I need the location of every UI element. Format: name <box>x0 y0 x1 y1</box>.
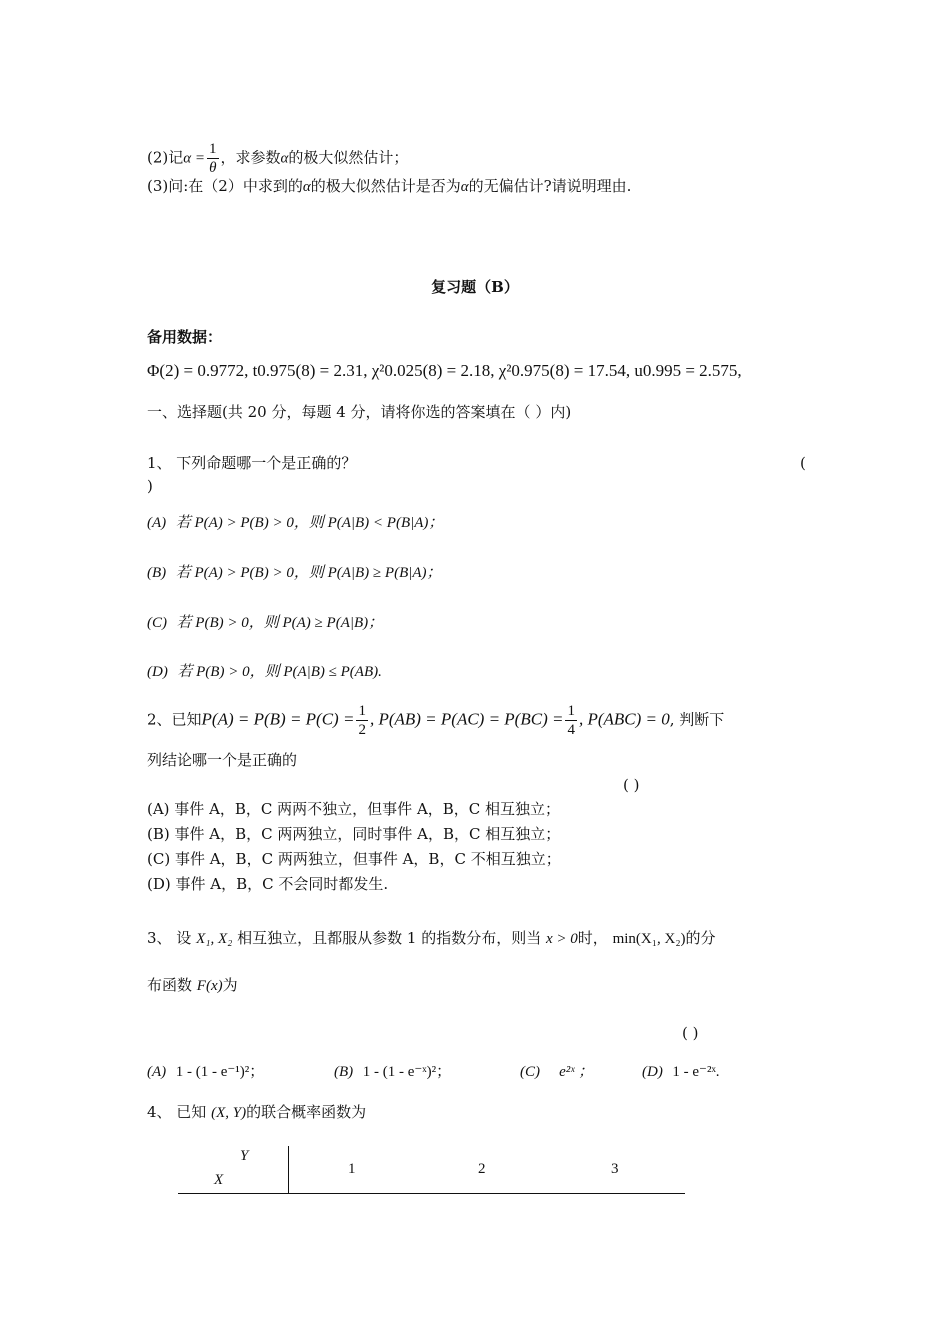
option-text: 1 - (1 - e⁻ˣ)²； <box>362 1064 452 1080</box>
item2-suffix: ，求参数 <box>220 148 281 167</box>
q2-eq3: , P(ABC) = 0 <box>578 709 670 729</box>
option-text: 若 P(A) > P(B) > 0，则 P(A|B) ≥ P(B|A)； <box>175 565 442 581</box>
q2-option-c: (C) 事件 A，B，C 两两独立，但事件 A，B，C 不相互独立； <box>147 850 561 868</box>
q3-fx: F(x) <box>196 978 223 994</box>
option-text: 1 - (1 - e⁻¹)²； <box>175 1064 265 1080</box>
q3-prefix: 3、 设 <box>147 929 192 947</box>
option-text: 1 - e⁻²ˣ. <box>672 1064 720 1080</box>
q3-option-c <box>520 1061 593 1082</box>
q2-prefix: 2、已知 <box>147 710 202 729</box>
q3-mid2: 时， <box>577 929 608 947</box>
option-label: (C) <box>147 615 167 631</box>
q3-vars: X₁, X₂ <box>196 931 233 947</box>
q1-paren-close: ) <box>147 477 153 495</box>
q4-suffix: 的联合概率函数为 <box>246 1103 367 1121</box>
q3-option-b <box>334 1061 451 1082</box>
table-col-header: 2 <box>478 1161 486 1177</box>
option-label: (A) <box>147 1064 167 1080</box>
option-label: (B) <box>147 565 167 581</box>
q4-pair: (X, Y) <box>211 1105 247 1121</box>
q1-option-d <box>147 661 382 682</box>
q2-option-b: (B) 事件 A，B，C 两两独立，同时事件 A，B，C 相互独立； <box>147 825 561 843</box>
q3-option-d <box>642 1061 720 1082</box>
item3-line <box>147 176 631 197</box>
option-label: (A) <box>147 515 167 531</box>
option-text: 若 P(A) > P(B) > 0，则 P(A|B) < P(B|A)； <box>175 515 444 531</box>
item2-prefix: (2)记 <box>147 148 184 167</box>
q4-stem <box>147 1102 366 1123</box>
option-label: (B) <box>334 1064 354 1080</box>
q2-line2: 列结论哪一个是正确的 <box>147 751 298 769</box>
frac-num: 1 <box>358 703 366 719</box>
option-text: 若 P(B) > 0，则 P(A|B) ≤ P(AB). <box>177 664 382 680</box>
frac-den: 4 <box>567 722 575 738</box>
option-text: e²ˣ ； <box>559 1064 594 1080</box>
item2-line <box>147 140 408 177</box>
table-vertical-rule <box>288 1146 289 1194</box>
q3-cond: x > 0 <box>546 931 578 947</box>
q1-option-a <box>147 512 443 533</box>
option-text: 若 P(B) > 0，则 P(A) ≥ P(A|B)； <box>176 615 384 631</box>
q3-line2-end: 为 <box>222 976 238 994</box>
q3-option-a <box>147 1061 264 1082</box>
q2-stem <box>147 702 724 739</box>
q3-mid: 相互独立，且都服从参数 1 的指数分布，则当 <box>237 929 542 947</box>
fraction-one-quarter <box>565 702 577 739</box>
alpha-symbol: α <box>302 179 311 195</box>
q2-tail: , 判断下 <box>669 710 725 729</box>
choice-header: 一、选择题(共 20 分，每题 4 分，请将你选的答案填在（ ）内) <box>147 403 572 421</box>
q2-option-d: (D) 事件 A，B，C 不会同时都发生. <box>147 875 389 893</box>
frac-num: 1 <box>209 141 217 157</box>
frac-den: θ <box>209 160 217 176</box>
q1-option-c <box>147 612 383 633</box>
alpha-symbol: α <box>280 150 289 167</box>
q2-paren: ( ) <box>623 776 640 794</box>
backup-label: 备用数据： <box>147 328 223 346</box>
frac-num: 1 <box>567 703 575 719</box>
section-title: 复习题（B） <box>431 278 519 296</box>
q1-stem: 1、 下列命题哪一个是正确的？ <box>147 454 357 472</box>
q3-minexpr: min(X₁, X₂) <box>612 931 686 947</box>
item2-end: 的极大似然估计； <box>288 148 409 167</box>
table-col-var: Y <box>240 1148 249 1164</box>
q4-prefix: 4、 已知 <box>147 1103 207 1121</box>
item3-prefix: (3)问:在（2）中求到的 <box>147 177 303 195</box>
q3-tail: 的分 <box>685 929 716 947</box>
q3-stem <box>147 928 716 949</box>
option-label: (D) <box>147 664 168 680</box>
item3-mid: 的极大似然估计是否为 <box>310 177 461 195</box>
fraction-one-half <box>356 702 368 739</box>
item3-end: 的无偏估计?请说明理由. <box>468 177 632 195</box>
q3-line2 <box>147 975 238 996</box>
backup-data: Φ(2) = 0.9772, t0.975(8) = 2.31, χ²0.025(8) = 2.18, χ²0.975(8) = 17.54, u0.995 = 2.575, <box>147 361 742 380</box>
frac-den: 2 <box>358 722 366 738</box>
table-horizontal-rule <box>178 1193 685 1194</box>
q1-option-b <box>147 562 442 583</box>
table-row-var: X <box>214 1172 224 1188</box>
q2-option-a: (A) 事件 A，B，C 两两不独立，但事件 A，B，C 相互独立； <box>147 800 561 818</box>
fraction-one-over-theta <box>207 140 219 177</box>
q3-paren: ( ) <box>682 1024 699 1042</box>
table-col-header: 3 <box>611 1161 619 1177</box>
q2-eq1: P(A) = P(B) = P(C) = <box>201 709 355 729</box>
q1-paren-open: ( <box>800 454 806 472</box>
table-col-header: 1 <box>348 1161 356 1177</box>
alpha-eq: α = <box>183 150 205 167</box>
q2-eq2: , P(AB) = P(AC) = P(BC) = <box>369 709 564 729</box>
option-label: (C) <box>520 1064 540 1080</box>
alpha-symbol: α <box>460 179 469 195</box>
option-label: (D) <box>642 1064 663 1080</box>
q3-line2-text: 布函数 <box>147 976 193 994</box>
